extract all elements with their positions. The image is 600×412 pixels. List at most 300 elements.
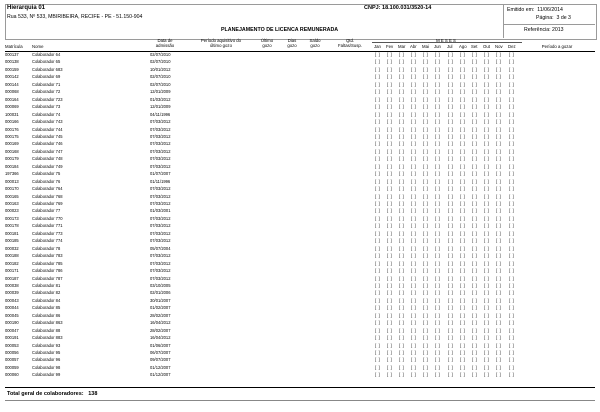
cell-data-admissao: 07/03/2012 — [150, 141, 171, 147]
month-box: [ ] — [435, 133, 441, 139]
col-data-admissao-line2: admissão — [155, 43, 175, 48]
page-value: 3 de 3 — [556, 15, 571, 21]
month-box: [ ] — [472, 111, 478, 117]
month-box: [ ] — [435, 193, 441, 199]
month-box: [ ] — [411, 230, 417, 236]
month-box: [ ] — [509, 260, 515, 266]
cell-nome: Colaborador 78 — [32, 245, 61, 251]
col-qtd-faltas — [335, 38, 365, 48]
month-box: [ ] — [448, 141, 454, 147]
month-box: [ ] — [411, 327, 417, 333]
cell-matricula: 000159 — [5, 66, 19, 72]
month-box: [ ] — [472, 208, 478, 214]
month-box: [ ] — [496, 104, 502, 110]
month-box: [ ] — [411, 245, 417, 251]
month-box: [ ] — [423, 111, 429, 117]
month-box: [ ] — [387, 104, 393, 110]
col-saldo-gozo — [306, 38, 324, 48]
month-box: [ ] — [423, 81, 429, 87]
month-box: [ ] — [448, 201, 454, 206]
month-box: [ ] — [460, 230, 466, 236]
month-box: [ ] — [435, 66, 441, 72]
month-box: [ ] — [375, 268, 381, 274]
month-box: [ ] — [509, 364, 515, 370]
month-box: [ ] — [435, 126, 441, 132]
month-box: [ ] — [509, 119, 515, 125]
reference-divider — [503, 24, 595, 25]
month-box: [ ] — [375, 52, 381, 57]
cell-nome: Colaborador 747 — [32, 148, 63, 154]
cell-data-admissao: 16/04/2012 — [150, 320, 171, 326]
total-employees — [7, 391, 97, 397]
month-box: [ ] — [472, 81, 478, 87]
month-box: [ ] — [399, 141, 405, 147]
cell-matricula: 000179 — [5, 156, 19, 162]
month-box: [ ] — [435, 178, 441, 184]
month-box: [ ] — [448, 327, 454, 333]
month-box: [ ] — [387, 81, 393, 87]
month-box: [ ] — [460, 357, 466, 363]
month-box: [ ] — [472, 312, 478, 318]
month-box: [ ] — [472, 141, 478, 147]
cell-data-admissao: 07/03/2012 — [150, 223, 171, 229]
month-box: [ ] — [484, 96, 490, 102]
month-box: [ ] — [509, 186, 515, 192]
month-box: [ ] — [423, 171, 429, 177]
cell-nome: Colaborador 746 — [32, 141, 63, 147]
cell-matricula: 000182 — [5, 260, 19, 266]
month-box: [ ] — [496, 208, 502, 214]
month-box: [ ] — [484, 290, 490, 296]
month-box: [ ] — [484, 208, 490, 214]
month-box: [ ] — [399, 163, 405, 169]
cell-nome: Colaborador 98 — [32, 364, 61, 370]
month-box: [ ] — [484, 133, 490, 139]
month-box: [ ] — [387, 245, 393, 251]
month-box: [ ] — [460, 208, 466, 214]
month-box: [ ] — [448, 126, 454, 132]
table-row — [0, 231, 600, 237]
month-box: [ ] — [484, 372, 490, 378]
month-box: [ ] — [496, 96, 502, 102]
month-box: [ ] — [509, 327, 515, 333]
total-value: 138 — [88, 391, 98, 397]
month-box: [ ] — [448, 290, 454, 296]
month-box: [ ] — [423, 119, 429, 125]
month-box: [ ] — [448, 74, 454, 80]
month-box: [ ] — [387, 52, 393, 57]
month-box: [ ] — [375, 223, 381, 229]
month-box: [ ] — [460, 260, 466, 266]
cell-matricula: 197366 — [5, 171, 19, 177]
month-box: [ ] — [399, 245, 405, 251]
month-box: [ ] — [375, 119, 381, 125]
month-box: [ ] — [387, 260, 393, 266]
month-header: Abr — [410, 44, 417, 49]
month-box: [ ] — [435, 372, 441, 378]
month-box: [ ] — [509, 89, 515, 95]
month-box: [ ] — [496, 305, 502, 311]
table-row — [0, 305, 600, 311]
month-box: [ ] — [411, 66, 417, 72]
month-box: [ ] — [496, 253, 502, 259]
month-box: [ ] — [423, 335, 429, 341]
month-box: [ ] — [423, 245, 429, 251]
cell-nome: Colaborador 74 — [32, 111, 61, 117]
cell-matricula: 000057 — [5, 357, 19, 363]
month-box: [ ] — [496, 312, 502, 318]
month-box: [ ] — [399, 156, 405, 162]
month-box: [ ] — [472, 119, 478, 125]
month-box: [ ] — [448, 297, 454, 303]
month-box: [ ] — [423, 238, 429, 244]
month-box: [ ] — [509, 96, 515, 102]
month-box: [ ] — [496, 178, 502, 184]
table-row — [0, 223, 600, 229]
month-box: [ ] — [509, 104, 515, 110]
month-box: [ ] — [435, 163, 441, 169]
month-box: [ ] — [435, 215, 441, 221]
month-box: [ ] — [423, 357, 429, 363]
cell-data-admissao: 02/01/2006 — [150, 290, 171, 296]
month-box: [ ] — [435, 74, 441, 80]
month-box: [ ] — [509, 268, 515, 274]
cell-nome: Colaborador 93 — [32, 342, 61, 348]
table-row — [0, 127, 600, 133]
month-box: [ ] — [411, 275, 417, 281]
table-row — [0, 208, 600, 214]
month-box: [ ] — [448, 238, 454, 244]
month-box: [ ] — [411, 372, 417, 378]
month-box: [ ] — [387, 275, 393, 281]
month-box: [ ] — [496, 89, 502, 95]
month-box: [ ] — [399, 186, 405, 192]
month-box: [ ] — [484, 312, 490, 318]
cell-nome: Colaborador 774 — [32, 238, 63, 244]
cell-matricula: 000137 — [5, 52, 19, 57]
month-box: [ ] — [399, 320, 405, 326]
month-box: [ ] — [411, 163, 417, 169]
cell-matricula: 000175 — [5, 133, 19, 139]
month-box: [ ] — [411, 350, 417, 355]
month-box: [ ] — [509, 126, 515, 132]
table-row — [0, 372, 600, 378]
month-box: [ ] — [399, 350, 405, 355]
month-box: [ ] — [484, 148, 490, 154]
month-box: [ ] — [423, 350, 429, 355]
month-box: [ ] — [435, 104, 441, 110]
cell-matricula: 000060 — [5, 372, 19, 378]
month-box: [ ] — [496, 372, 502, 378]
month-box: [ ] — [387, 223, 393, 229]
month-box: [ ] — [448, 178, 454, 184]
cell-matricula: 000142 — [5, 74, 19, 80]
month-box: [ ] — [496, 268, 502, 274]
month-header: Mar — [398, 44, 406, 49]
month-box: [ ] — [460, 350, 466, 355]
month-box: [ ] — [411, 89, 417, 95]
month-box: [ ] — [460, 119, 466, 125]
cell-nome: Colaborador 88 — [32, 327, 61, 333]
month-box: [ ] — [509, 282, 515, 288]
cell-data-admissao: 28/02/2007 — [150, 312, 171, 318]
month-box: [ ] — [411, 268, 417, 274]
month-box: [ ] — [448, 320, 454, 326]
col-ultimo-line1: Último — [260, 38, 274, 43]
month-box: [ ] — [435, 290, 441, 296]
month-box: [ ] — [387, 208, 393, 214]
month-box: [ ] — [460, 193, 466, 199]
month-box: [ ] — [411, 148, 417, 154]
month-box: [ ] — [375, 133, 381, 139]
month-box: [ ] — [399, 238, 405, 244]
month-box: [ ] — [411, 342, 417, 348]
month-box: [ ] — [484, 126, 490, 132]
cell-matricula: 000169 — [5, 141, 19, 147]
month-box: [ ] — [472, 327, 478, 333]
month-box: [ ] — [460, 201, 466, 206]
month-box: [ ] — [472, 66, 478, 72]
month-box: [ ] — [496, 357, 502, 363]
month-box: [ ] — [435, 305, 441, 311]
cell-matricula: 000053 — [5, 342, 19, 348]
month-box: [ ] — [448, 357, 454, 363]
cell-data-admissao: 07/03/2012 — [150, 148, 171, 154]
month-box: [ ] — [387, 364, 393, 370]
month-box: [ ] — [375, 357, 381, 363]
month-box: [ ] — [460, 312, 466, 318]
month-box: [ ] — [472, 320, 478, 326]
cell-nome: Colaborador 723 — [32, 96, 63, 102]
cell-matricula: 000043 — [5, 297, 19, 303]
month-box: [ ] — [375, 141, 381, 147]
month-box: [ ] — [460, 342, 466, 348]
cell-data-admissao: 02/07/2010 — [150, 74, 171, 80]
month-box: [ ] — [496, 350, 502, 355]
month-box: [ ] — [448, 148, 454, 154]
month-box: [ ] — [484, 364, 490, 370]
month-box: [ ] — [399, 81, 405, 87]
month-box: [ ] — [435, 148, 441, 154]
month-box: [ ] — [509, 59, 515, 65]
cell-nome: Colaborador 82 — [32, 290, 61, 296]
month-box: [ ] — [496, 119, 502, 125]
month-box: [ ] — [375, 364, 381, 370]
month-box: [ ] — [387, 290, 393, 296]
month-box: [ ] — [375, 305, 381, 311]
month-box: [ ] — [387, 96, 393, 102]
month-box: [ ] — [460, 148, 466, 154]
month-box: [ ] — [472, 372, 478, 378]
month-box: [ ] — [484, 141, 490, 147]
month-box: [ ] — [399, 290, 405, 296]
month-box: [ ] — [375, 201, 381, 206]
cell-data-admissao: 12/01/2009 — [150, 104, 171, 110]
month-box: [ ] — [448, 119, 454, 125]
col-dias-line1: Dias — [287, 38, 297, 43]
table-row — [0, 149, 600, 155]
month-box: [ ] — [472, 357, 478, 363]
month-header: Jun — [434, 44, 441, 49]
month-box: [ ] — [496, 290, 502, 296]
month-box: [ ] — [472, 171, 478, 177]
cell-nome: Colaborador 785 — [32, 260, 63, 266]
table-row — [0, 343, 600, 349]
month-box: [ ] — [448, 81, 454, 87]
month-box: [ ] — [448, 342, 454, 348]
month-box: [ ] — [387, 230, 393, 236]
month-box: [ ] — [387, 111, 393, 117]
month-box: [ ] — [411, 335, 417, 341]
month-box: [ ] — [484, 260, 490, 266]
cell-matricula: 000164 — [5, 96, 19, 102]
month-box: [ ] — [423, 230, 429, 236]
month-box: [ ] — [509, 275, 515, 281]
month-box: [ ] — [472, 305, 478, 311]
month-box: [ ] — [496, 230, 502, 236]
cell-nome: Colaborador 771 — [32, 223, 63, 229]
month-box: [ ] — [387, 74, 393, 80]
cell-matricula: 000023 — [5, 208, 19, 214]
month-box: [ ] — [411, 260, 417, 266]
month-box: [ ] — [496, 260, 502, 266]
month-box: [ ] — [460, 133, 466, 139]
cell-data-admissao: 07/03/2012 — [150, 215, 171, 221]
month-box: [ ] — [448, 312, 454, 318]
month-box: [ ] — [509, 178, 515, 184]
month-box: [ ] — [435, 208, 441, 214]
month-box: [ ] — [496, 52, 502, 57]
table-row — [0, 52, 600, 58]
month-box: [ ] — [472, 126, 478, 132]
month-header: Set — [471, 44, 478, 49]
month-box: [ ] — [375, 156, 381, 162]
cell-matricula: 000013 — [5, 178, 19, 184]
month-box: [ ] — [387, 253, 393, 259]
cell-nome: Colaborador 748 — [32, 156, 63, 162]
month-box: [ ] — [460, 297, 466, 303]
month-box: [ ] — [423, 52, 429, 57]
month-box: [ ] — [484, 193, 490, 199]
cell-matricula: 000187 — [5, 275, 19, 281]
month-box: [ ] — [484, 350, 490, 355]
month-box: [ ] — [460, 364, 466, 370]
month-box: [ ] — [448, 171, 454, 177]
month-header: Out — [483, 44, 490, 49]
cell-data-admissao: 01/03/2012 — [150, 96, 171, 102]
cell-nome: Colaborador 743 — [32, 119, 63, 125]
month-box: [ ] — [484, 305, 490, 311]
month-box: [ ] — [375, 111, 381, 117]
cell-nome: Colaborador 769 — [32, 201, 63, 206]
month-box: [ ] — [423, 290, 429, 296]
cell-data-admissao: 07/03/2012 — [150, 126, 171, 132]
table-row — [0, 194, 600, 200]
col-periodo-aquisitivo — [188, 38, 254, 48]
month-box: [ ] — [387, 357, 393, 363]
month-box: [ ] — [435, 245, 441, 251]
table-row — [0, 82, 600, 88]
month-box: [ ] — [423, 327, 429, 333]
month-box: [ ] — [472, 350, 478, 355]
month-box: [ ] — [399, 364, 405, 370]
month-box: [ ] — [423, 297, 429, 303]
month-box: [ ] — [411, 215, 417, 221]
month-box: [ ] — [423, 268, 429, 274]
month-box: [ ] — [509, 290, 515, 296]
month-box: [ ] — [423, 282, 429, 288]
month-box: [ ] — [472, 186, 478, 192]
month-box: [ ] — [435, 364, 441, 370]
month-box: [ ] — [472, 297, 478, 303]
month-box: [ ] — [460, 275, 466, 281]
month-box: [ ] — [484, 104, 490, 110]
month-box: [ ] — [423, 305, 429, 311]
cell-matricula: 000184 — [5, 163, 19, 169]
cell-data-admissao: 01/03/2001 — [150, 208, 171, 214]
month-box: [ ] — [484, 89, 490, 95]
month-header: Mai — [422, 44, 429, 49]
month-box: [ ] — [399, 66, 405, 72]
month-box: [ ] — [448, 104, 454, 110]
month-box: [ ] — [387, 305, 393, 311]
col-data-admissao-line1: Data de — [157, 38, 173, 43]
cell-data-admissao: 10/01/2012 — [150, 66, 171, 72]
month-box: [ ] — [448, 275, 454, 281]
month-header: Nov — [495, 44, 503, 49]
month-box: [ ] — [472, 282, 478, 288]
month-box: [ ] — [399, 111, 405, 117]
month-box: [ ] — [375, 208, 381, 214]
month-box: [ ] — [509, 171, 515, 177]
month-box: [ ] — [460, 327, 466, 333]
col-periodo-line2: último gozo — [210, 43, 232, 48]
month-box: [ ] — [448, 96, 454, 102]
month-box: [ ] — [460, 59, 466, 65]
month-box: [ ] — [472, 215, 478, 221]
cell-nome: Colaborador 69 — [32, 74, 61, 80]
cell-nome: Colaborador 786 — [32, 268, 63, 274]
month-box: [ ] — [460, 66, 466, 72]
month-box: [ ] — [375, 104, 381, 110]
emission-date — [507, 7, 563, 13]
month-box: [ ] — [460, 290, 466, 296]
month-box: [ ] — [387, 312, 393, 318]
month-box: [ ] — [435, 223, 441, 229]
month-box: [ ] — [423, 208, 429, 214]
month-box: [ ] — [423, 193, 429, 199]
month-box: [ ] — [509, 81, 515, 87]
month-box: [ ] — [496, 133, 502, 139]
table-row — [0, 186, 600, 192]
cell-nome: Colaborador 86 — [32, 312, 61, 318]
month-box: [ ] — [411, 156, 417, 162]
month-box: [ ] — [435, 260, 441, 266]
month-box: [ ] — [448, 245, 454, 251]
month-box: [ ] — [411, 357, 417, 363]
cell-nome: Colaborador 81 — [32, 282, 61, 288]
cell-nome: Colaborador 770 — [32, 215, 63, 221]
month-box: [ ] — [375, 74, 381, 80]
month-box: [ ] — [484, 357, 490, 363]
month-box: [ ] — [509, 342, 515, 348]
cell-nome: Colaborador 749 — [32, 163, 63, 169]
month-box: [ ] — [460, 245, 466, 251]
cell-data-admissao: 03/10/2005 — [150, 282, 171, 288]
month-box: [ ] — [387, 372, 393, 378]
month-box: [ ] — [496, 275, 502, 281]
month-box: [ ] — [387, 297, 393, 303]
